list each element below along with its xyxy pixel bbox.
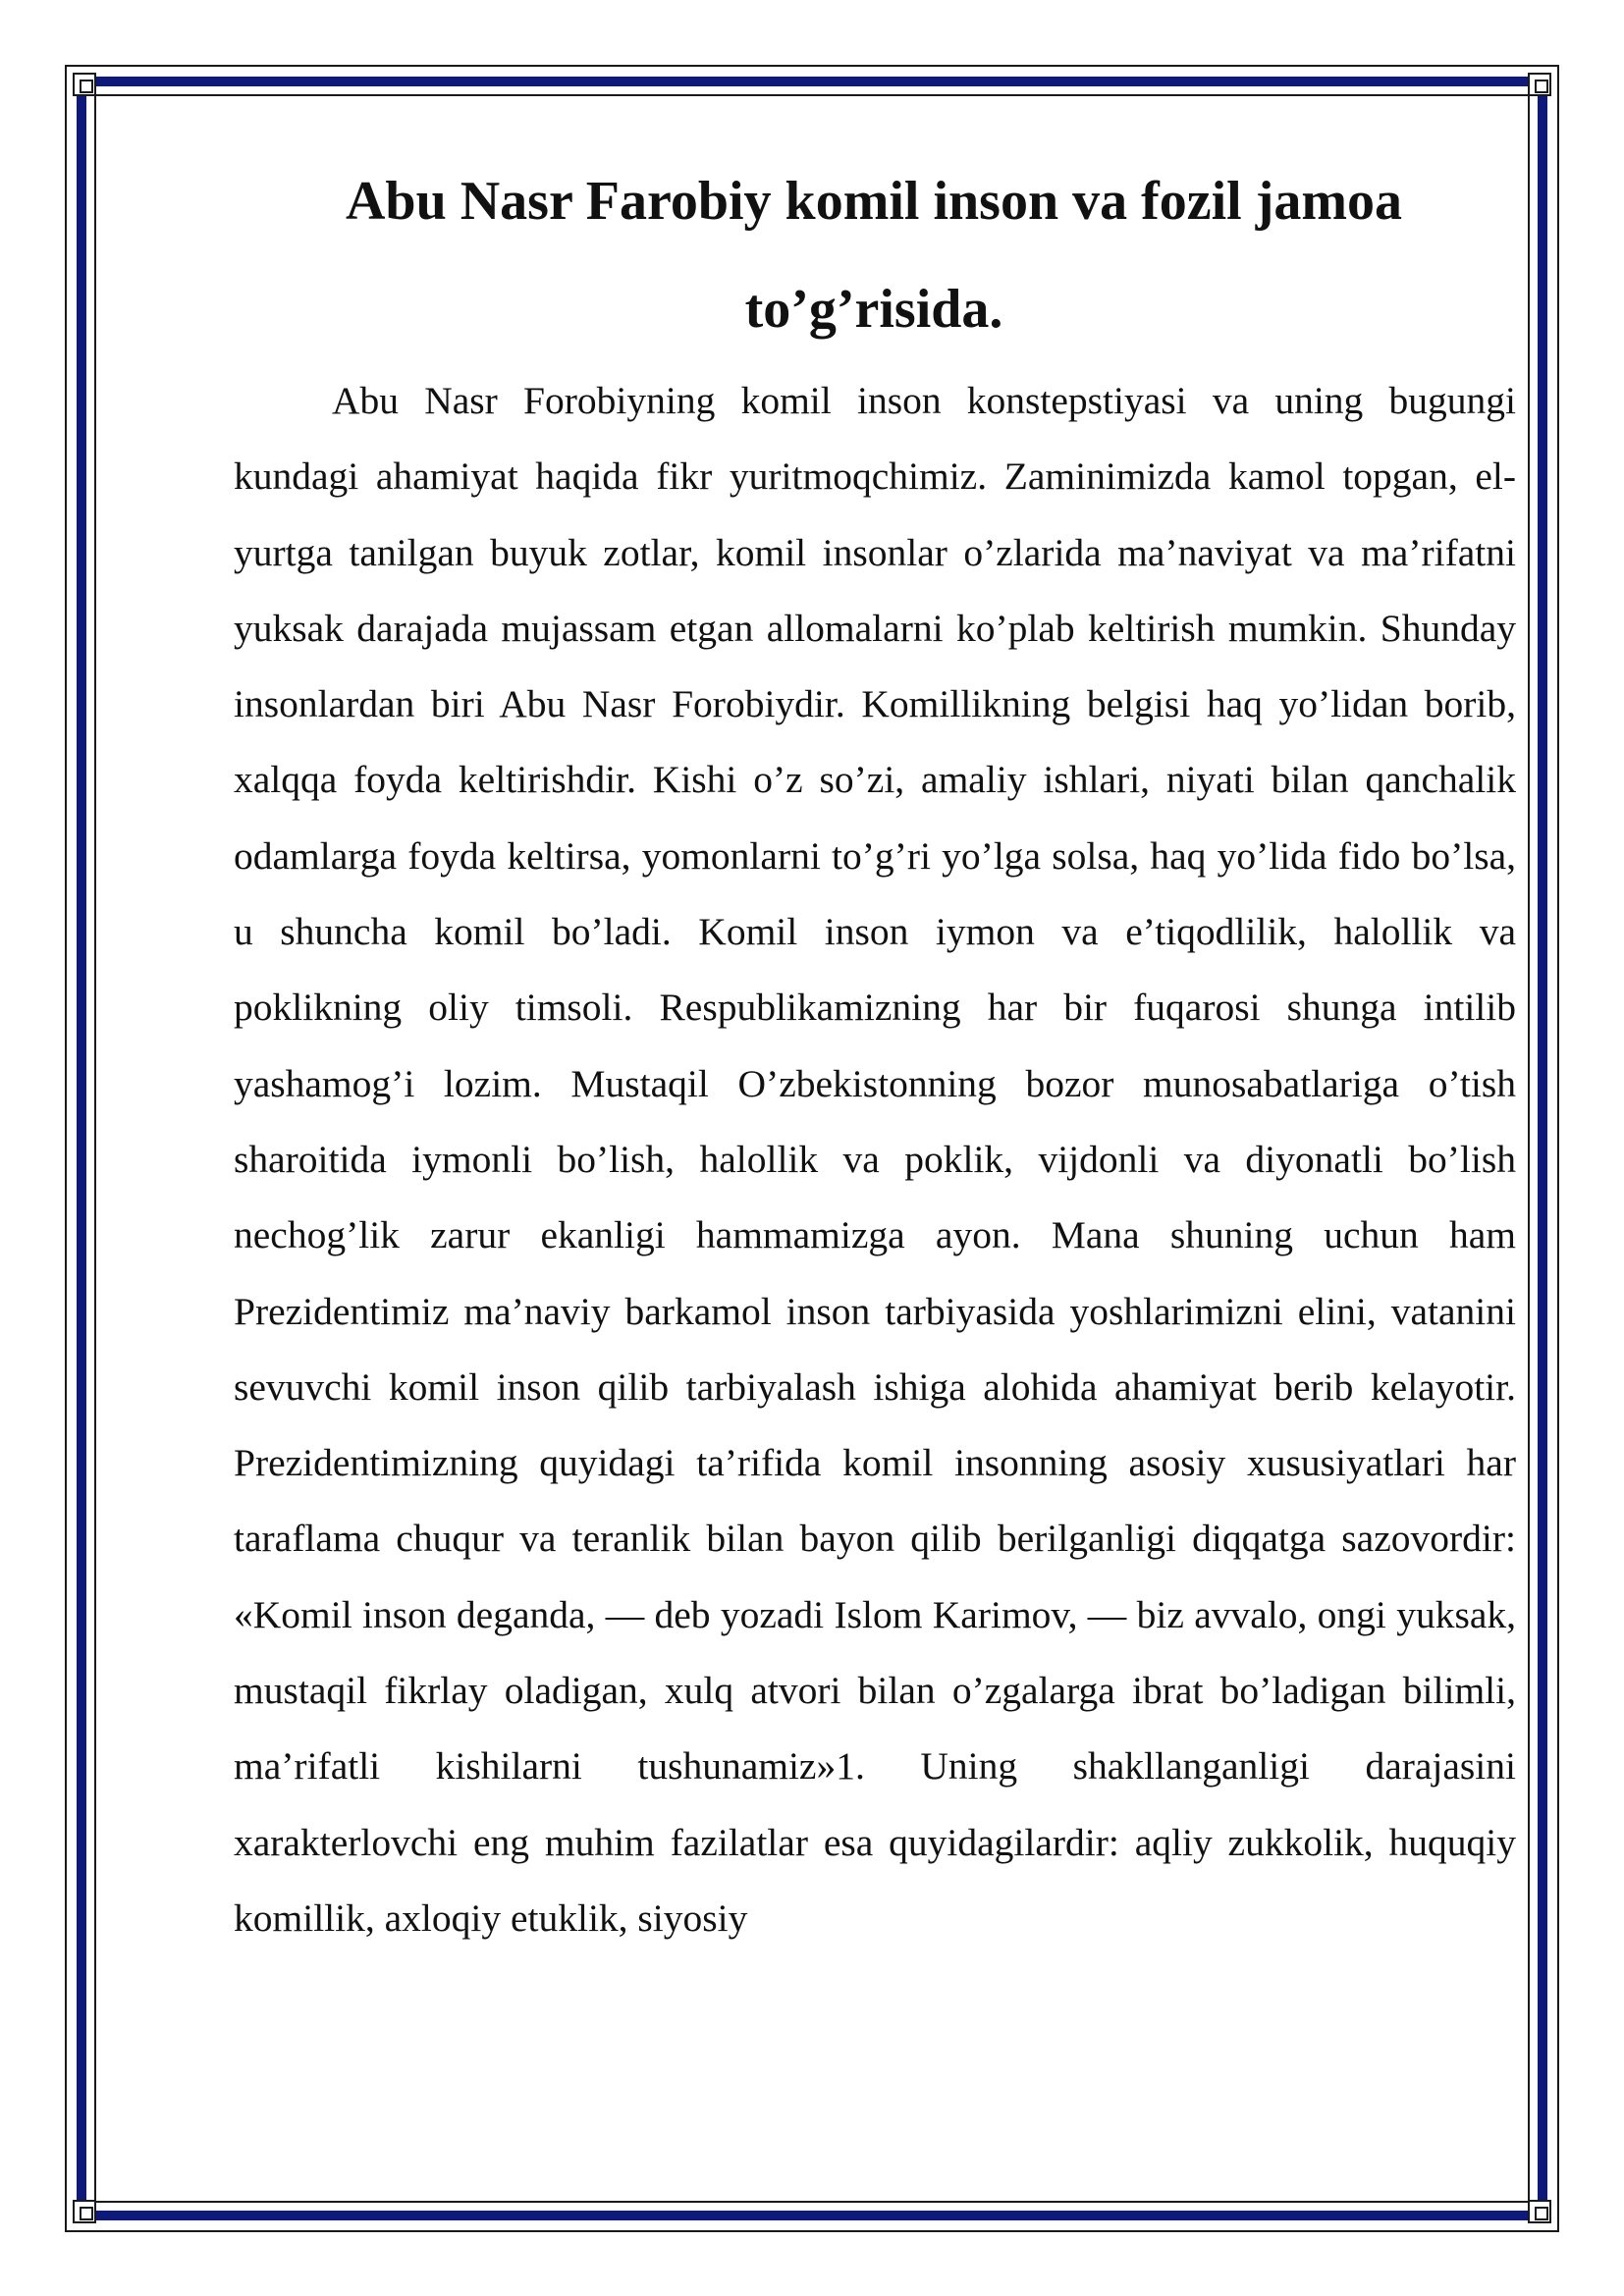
document-title: Abu Nasr Farobiy komil inson va fozil jamoa to’g’risida. xyxy=(345,171,1403,340)
corner-ornament-bottom-right xyxy=(1528,2200,1551,2223)
body-paragraph: Abu Nasr Forobiyning komil inson konstepstiyasi va uning bugungi kundagi ahamiyat haqida fikr yuritmoqchimiz. Zaminimizda kamol topgan, el-yurtga tanilgan buyuk zotlar, komil insonlar o’zlarida ma’naviyat va ma’rifatni yuksak darajada mujassam etgan allomalarni ko’plab keltirish mumkin. Shunday insonlardan biri Abu Nasr Forobiydir. Komillikning belgisi haq yo’lidan borib, xalqqa foyda keltirishdir. Kishi o’z so’zi, amaliy ishlari, niyati bilan qanchalik odamlarga foyda keltirsa, yomonlarni to’g’ri yo’lga solsa, haq yo’lida fido bo’lsa, u shuncha komil bo’ladi. Komil inson iymon va e’tiqodlilik, halollik va poklikning oliy timsoli. Respublikamizning har bir fuqarosi shunga intilib yashamog’i lozim. Mustaqil O’zbekistonning bozor munosabatlariga o’tish sharoitida iymonli bo’lish, halollik va poklik, vijdonli va diyonatli bo’lish nechog’lik zarur ekanligi hammamizga ayon. Mana shuning uchun ham Prezidentimiz ma’naviy barkamol inson tarbiyasida yoshlarimizni elini, vatanini sevuvchi komil inson qilib tarbiyalash ishiga alohida ahamiyat berib kelayotir. Prezidentimizning quyidagi ta’rifida komil insonning asosiy xususiyatlari har taraflama chuqur va teranlik bilan bayon qilib berilganligi diqqatga sazovordir: «Komil inson deganda, — deb yozadi Islom Karimov, — biz avvalo, ongi yuksak, mustaqil fikrlay oladigan, xulq atvori bilan o’zgalarga ibrat bo’ladigan bilimli, ma’rifatli kishilarni tushunamiz»1. Uning shakllanganligi darajasini xarakterlovchi eng muhim fazilatlar esa quyidagilardir: aqliy zukkolik, huquqiy komillik, axloqiy etuklik, siyosiy xyxy=(234,379,1516,1940)
corner-ornament-top-right xyxy=(1528,73,1551,96)
corner-ornament-bottom-left xyxy=(73,2200,96,2223)
corner-ornament-top-left xyxy=(73,73,96,96)
